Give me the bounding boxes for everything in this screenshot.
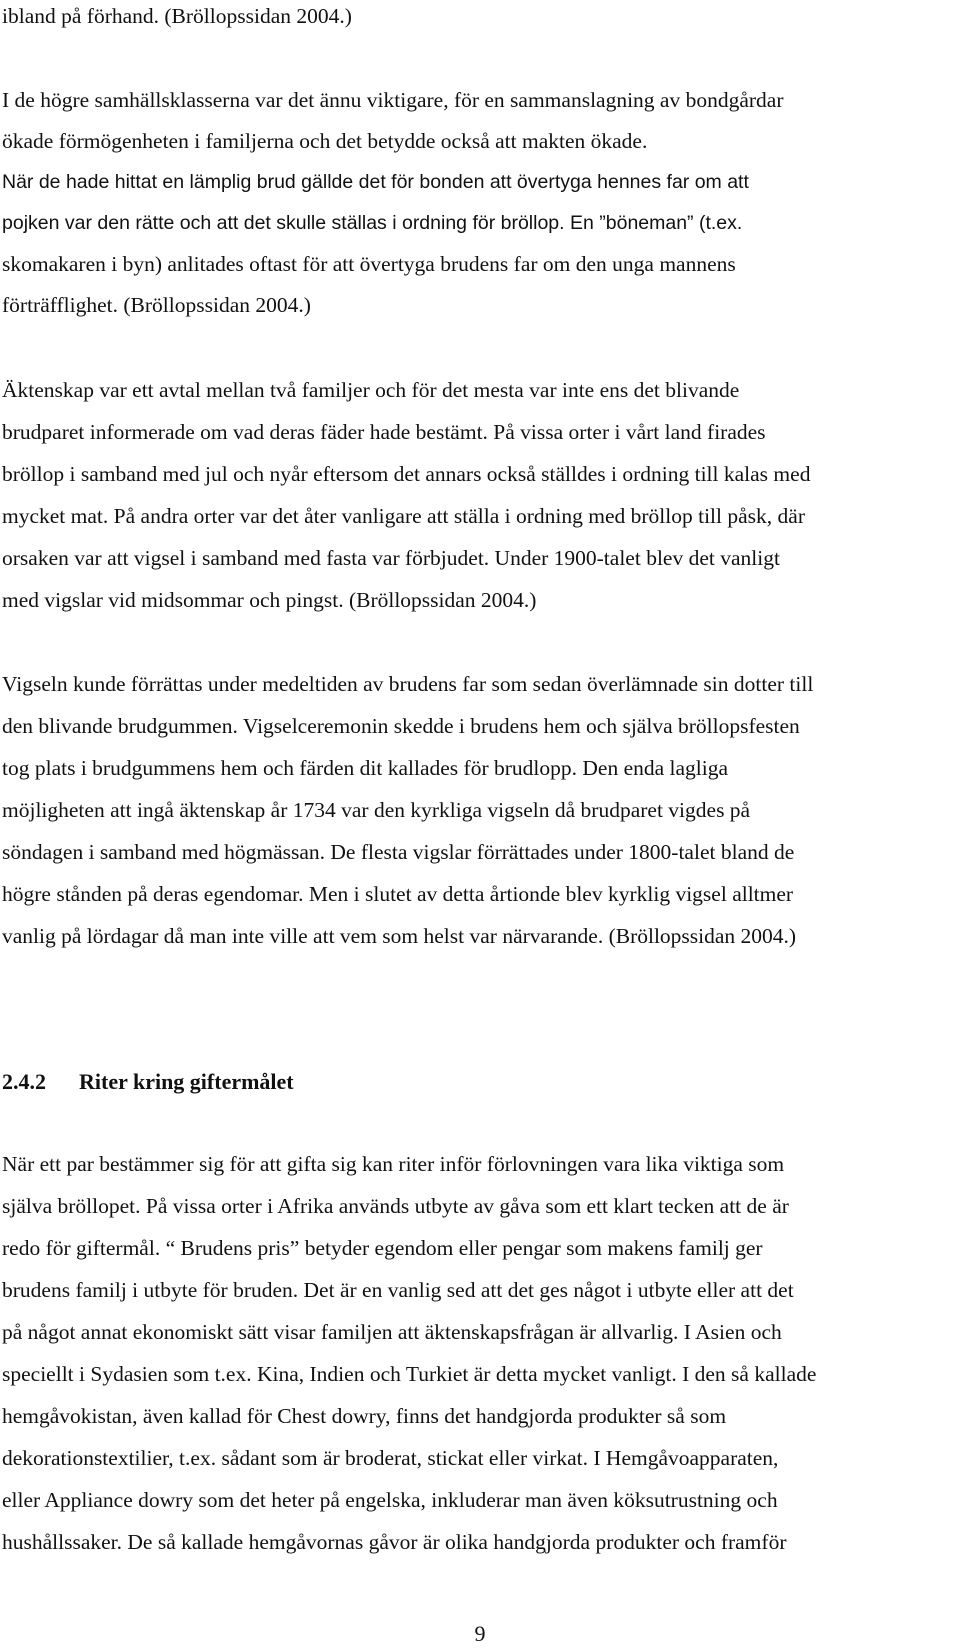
p4-line-7: dekorationstextilier, t.ex. sådant som är broderat, stickat eller virkat. I Hemgåvoapparaten, xyxy=(2,1446,779,1470)
p3-line-3: möjligheten att ingå äktenskap år 1734 var den kyrkliga vigseln då brudparet vigdes på xyxy=(2,798,751,822)
page-number: 9 xyxy=(474,1621,486,1646)
p2-line-5: med vigslar vid midsommar och pingst. (Bröllopssidan 2004.) xyxy=(2,588,537,612)
p3-line-2: tog plats i brudgummens hem och färden dit kallades för brudlopp. Den enda lagliga xyxy=(2,756,729,780)
p2-line-3: mycket mat. På andra orter var det åter vanligare att ställa i ordning med bröllop till påsk, där xyxy=(2,504,805,528)
section-heading xyxy=(2,1068,294,1096)
p2-line-2: bröllop i samband med jul och nyår eftersom det annars också ställdes i ordning till kalas med xyxy=(2,462,811,486)
p3-line-1: den blivande brudgummen. Vigselceremonin skedde i brudens hem och själva bröllopsfesten xyxy=(2,714,800,738)
p3-line-5: högre stånden på deras egendomar. Men i slutet av detta årtionde blev kyrklig vigsel alltmer xyxy=(2,882,794,906)
p3-line-6: vanlig på lördagar då man inte ville att vem som helst var närvarande. (Bröllopssidan 2004.) xyxy=(2,924,797,948)
p4-line-6: hemgåvokistan, även kallad för Chest dowry, finns det handgjorda produkter så som xyxy=(2,1404,727,1428)
section-title: Riter kring giftermålet xyxy=(79,1069,294,1094)
p4-line-5: speciellt i Sydasien som t.ex. Kina, Indien och Turkiet är detta mycket vanligt. I den så kallade xyxy=(2,1362,817,1386)
p2-line-4: orsaken var att vigsel i samband med fasta var förbjudet. Under 1900-talet blev det vanligt xyxy=(2,546,780,570)
p4-line-4: på något annat ekonomiskt sätt visar familjen att äktenskapsfrågan är allvarlig. I Asien och xyxy=(2,1320,782,1344)
p3-line-0: Vigseln kunde förrättas under medeltiden av brudens far som sedan överlämnade sin dotter till xyxy=(2,672,814,696)
p1-line-1: ökade förmögenheten i familjerna och det betydde också att makten ökade. xyxy=(2,129,648,153)
p1-line-2: När de hade hittat en lämplig brud gällde det för bonden att övertyga hennes far om att xyxy=(2,171,749,193)
p1-line-5: förträfflighet. (Bröllopssidan 2004.) xyxy=(2,293,311,317)
p3-line-4: söndagen i samband med högmässan. De flesta vigslar förrättades under 1800-talet bland de xyxy=(2,840,795,864)
p2-line-0: Äktenskap var ett avtal mellan två familjer och för det mesta var inte ens det blivande xyxy=(2,378,740,402)
p4-line-9: hushållssaker. De så kallade hemgåvornas gåvor är olika handgjorda produkter och framför xyxy=(2,1530,787,1554)
section-number: 2.4.2 xyxy=(2,1069,46,1094)
p2-line-1: brudparet informerade om vad deras fäder hade bestämt. På vissa orter i vårt land firades xyxy=(2,420,766,444)
p4-line-1: själva bröllopet. På vissa orter i Afrika används utbyte av gåva som ett klart tecken att de är xyxy=(2,1194,789,1218)
p4-line-0: När ett par bestämmer sig för att gifta sig kan riter inför förlovningen vara lika viktiga som xyxy=(2,1152,785,1176)
p4-line-8: eller Appliance dowry som det heter på engelska, inkluderar man även köksutrustning och xyxy=(2,1488,778,1512)
p4-line-2: redo för giftermål. “ Brudens pris” betyder egendom eller pengar som makens familj ger xyxy=(2,1236,763,1260)
p1-line-3: pojken var den rätte och att det skulle ställas i ordning för bröllop. En ”böneman” (t.ex. xyxy=(2,212,743,234)
p1-line-4: skomakaren i byn) anlitades oftast för att övertyga brudens far om den unga mannens xyxy=(2,252,736,276)
p1-line-0: I de högre samhällsklasserna var det ännu viktigare, för en sammanslagning av bondgårdar xyxy=(2,88,784,112)
p0-line-0: ibland på förhand. (Bröllopssidan 2004.) xyxy=(2,4,352,28)
p4-line-3: brudens familj i utbyte för bruden. Det är en vanlig sed att det ges något i utbyte eller att det xyxy=(2,1278,794,1302)
